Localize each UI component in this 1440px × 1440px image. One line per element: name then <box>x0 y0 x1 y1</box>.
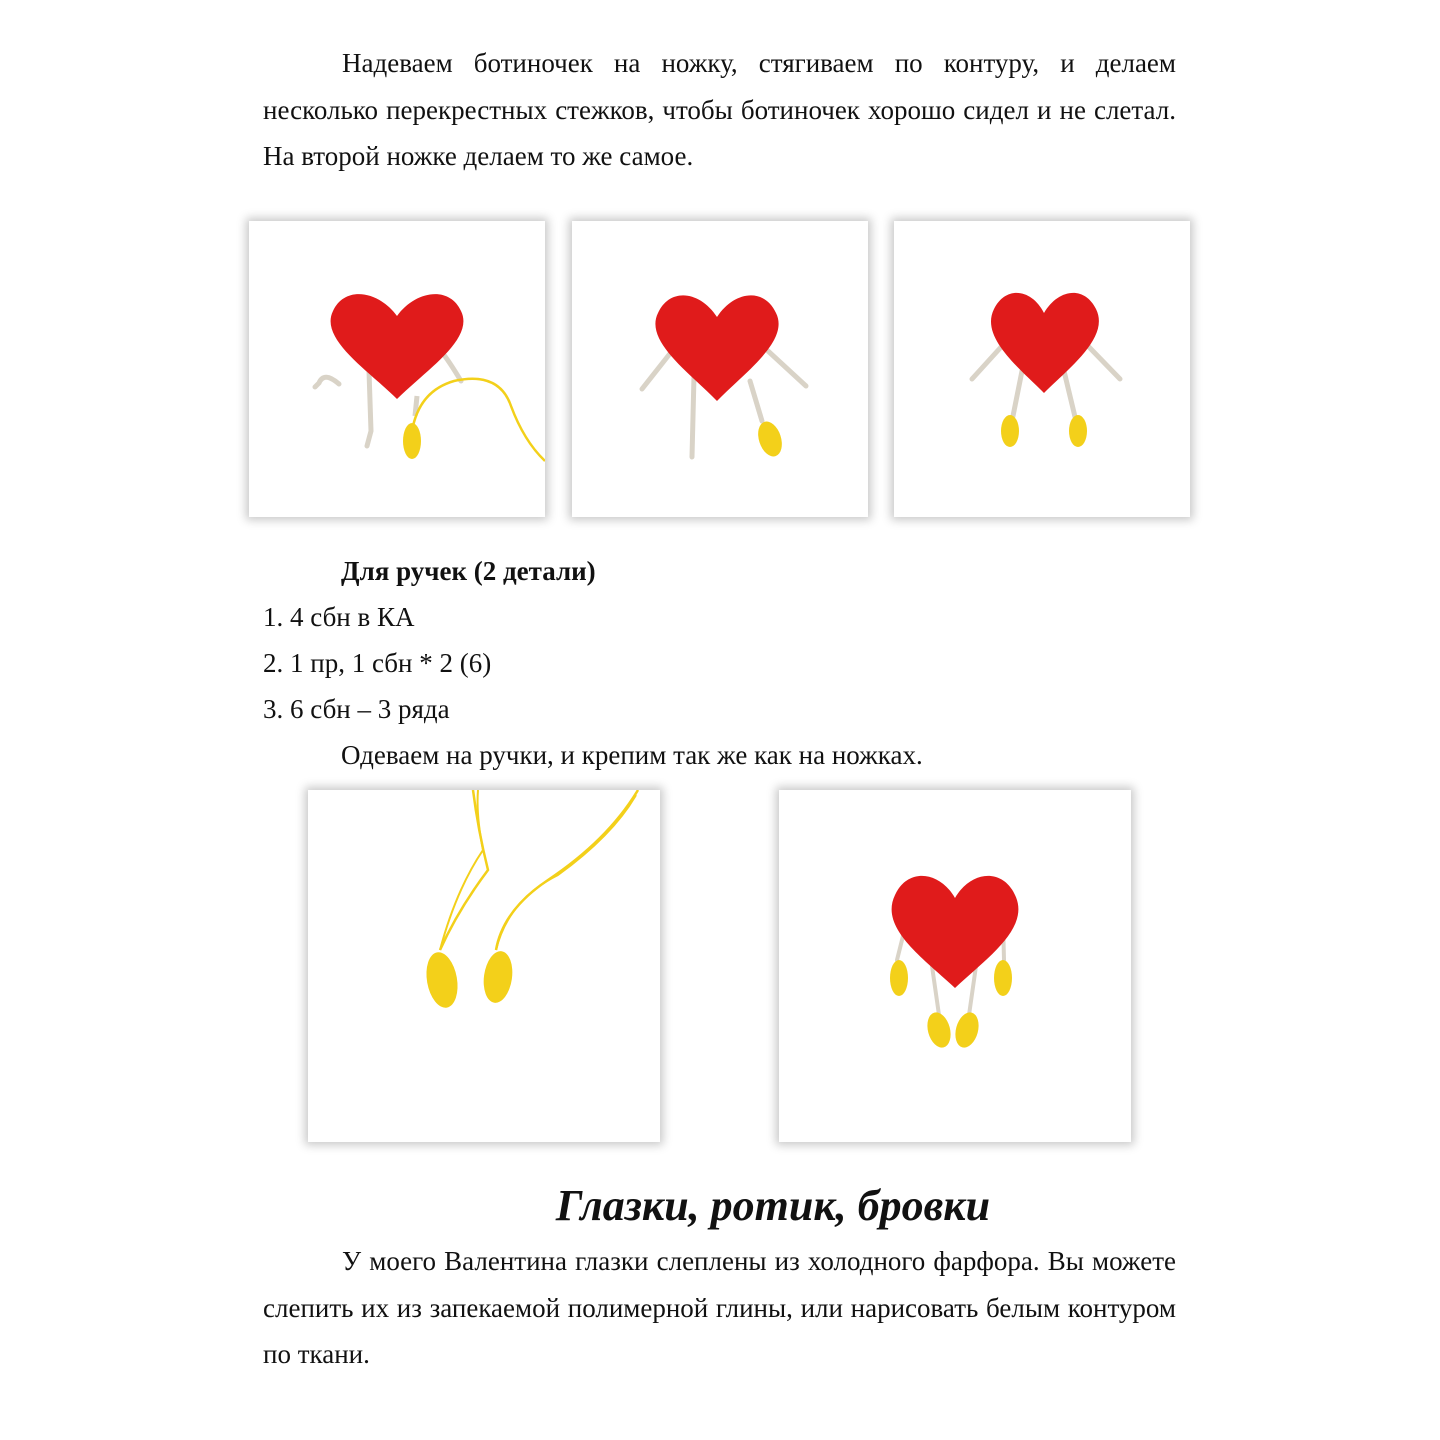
face-section-title: Глазки, ротик, бровки <box>555 1181 991 1230</box>
photo-heart-with-arms-and-legs <box>779 790 1131 1142</box>
arms-section-title: Для ручек (2 детали) <box>341 556 596 586</box>
arms-step-2: 2. 1 пр, 1 сбн * 2 (6) <box>263 648 492 678</box>
photo-two-arm-mittens <box>308 790 660 1142</box>
face-text: У моего Валентина глазки слеплены из холодного фарфора. Вы можете слепить их из запекаемой полимерной глины, или нарисовать белым контуром по ткани. <box>263 1246 1176 1369</box>
photo-heart-one-boot <box>249 221 545 517</box>
intro-text: Надеваем ботиночек на ножку, стягиваем по контуру, и делаем несколько перекрестных стежков, чтобы ботиночек хорошо сидел и не слетал. На второй ножке делаем то же самое. <box>263 48 1176 171</box>
arms-note: Одеваем на ручки, и крепим так же как на ножках. <box>341 740 923 770</box>
arms-step-3: 3. 6 сбн – 3 ряда <box>263 694 450 724</box>
photo-heart-two-boots <box>894 221 1190 517</box>
photo-heart-one-boot-attached <box>572 221 868 517</box>
face-paragraph <box>263 1238 1176 1378</box>
arms-step-1: 1. 4 сбн в КА <box>263 602 415 632</box>
intro-paragraph <box>263 40 1176 180</box>
